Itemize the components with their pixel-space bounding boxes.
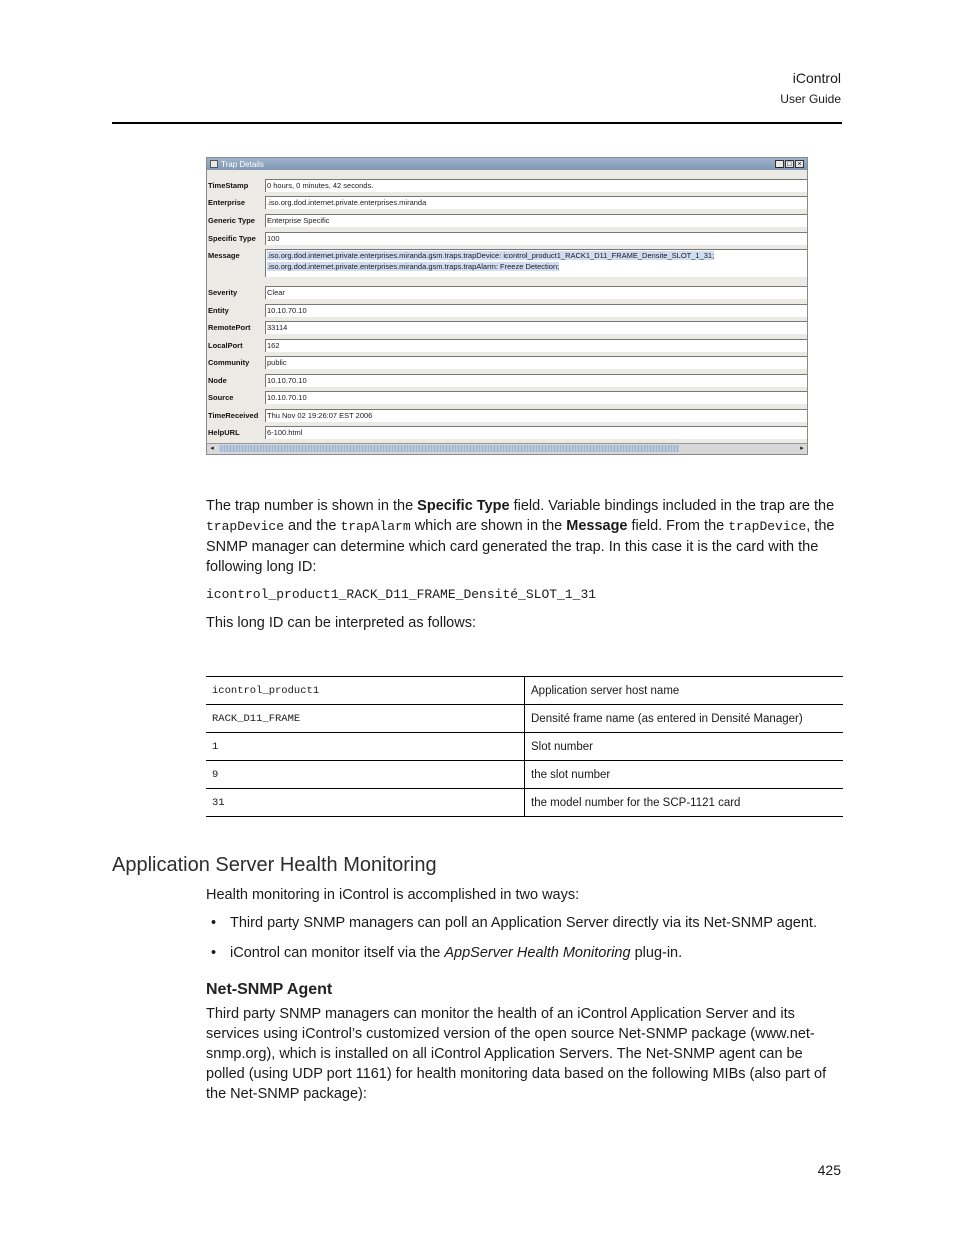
table-row — [206, 705, 843, 733]
message-line: .iso.org.dod.internet.private.enterprises.miranda.gsm.traps.trapDevice: icontrol_product1_RACK1_D11_FRAME_Densite_SLOT_1_31; — [267, 251, 715, 260]
bullet-text: Third party SNMP managers can poll an Application Server directly via its Net-SNMP agent. — [230, 915, 817, 931]
text-run: which are shown in the — [410, 518, 567, 534]
field-value[interactable]: 33114 — [265, 321, 807, 334]
table-row — [206, 733, 843, 761]
field-label: HelpURL — [208, 428, 240, 437]
body-paragraph: This long ID can be interpreted as follows: — [206, 615, 476, 631]
field-label: Specific Type — [208, 234, 256, 243]
minimize-button[interactable]: _ — [775, 160, 784, 168]
table-cell-meaning: Slot number — [525, 733, 844, 761]
bullet-text — [230, 945, 682, 961]
field-label: LocalPort — [208, 341, 243, 350]
long-id-table — [206, 676, 843, 817]
text-run: plug-in. — [630, 945, 683, 961]
field-value[interactable]: Clear — [265, 286, 807, 299]
app-icon — [210, 160, 218, 168]
text-run: field. From the — [627, 518, 729, 534]
header-subtitle: User Guide — [780, 92, 841, 106]
trap-details-window — [206, 157, 808, 455]
header-title: iControl — [792, 70, 841, 86]
field-value[interactable]: public — [265, 356, 807, 369]
header-rule — [112, 122, 842, 124]
field-label: Entity — [208, 306, 229, 315]
field-value[interactable]: .iso.org.dod.internet.private.enterprises.miranda — [265, 196, 807, 209]
field-value[interactable]: 0 hours, 0 minutes, 42 seconds. — [265, 179, 807, 192]
table-cell-part: 31 — [206, 789, 525, 817]
text-run: and the — [284, 518, 341, 534]
section-intro: Health monitoring in iControl is accomplished in two ways: — [206, 887, 580, 903]
plugin-name: AppServer Health Monitoring — [444, 945, 631, 961]
code-term: trapAlarm — [340, 519, 411, 534]
table-cell-meaning: Application server host name — [525, 677, 844, 705]
field-value[interactable]: Enterprise Specific — [265, 214, 807, 227]
field-label: Message — [208, 251, 240, 260]
text-run: field. Variable bindings included in the trap are the — [509, 498, 835, 514]
field-label: TimeReceived — [208, 411, 259, 420]
field-label: RemotePort — [208, 323, 251, 332]
window-title: Trap Details — [221, 159, 264, 169]
field-value[interactable]: Thu Nov 02 19:26:07 EST 2006 — [265, 409, 807, 422]
field-label: Source — [208, 393, 234, 402]
message-textarea[interactable] — [265, 249, 807, 277]
table-cell-meaning: Densité frame name (as entered in Densité Manager) — [525, 705, 844, 733]
message-line: .iso.org.dod.internet.private.enterprises.miranda.gsm.traps.trapAlarm: Freeze Detection; — [267, 262, 560, 271]
maximize-button[interactable]: □ — [785, 160, 794, 168]
scroll-left-icon[interactable]: ◂ — [210, 445, 214, 452]
subsection-body: Third party SNMP managers can monitor the health of an iControl Application Server and its services using iControl’s customized version of the open source Net-SNMP package (www.net-snmp.org), which is installed on all iControl Application Servers. The Net-SNMP agent can be polled (using UDP port 1161) for health monitoring data based on the following MIBs (also part of the Net-SNMP package): — [206, 1006, 827, 1102]
table-cell-part: 9 — [206, 761, 525, 789]
scroll-right-icon[interactable]: ▸ — [800, 445, 804, 452]
table-cell-part: icontrol_product1 — [206, 677, 525, 705]
long-id-code: icontrol_product1_RACK_D11_FRAME_Densité_SLOT_1_31 — [206, 587, 597, 602]
text-run: iControl can monitor itself via the — [230, 945, 445, 961]
bold-term: Message — [566, 518, 628, 534]
field-label: Community — [208, 358, 250, 367]
table-row — [206, 761, 843, 789]
code-term: trapDevice — [728, 519, 807, 534]
bold-term: Specific Type — [417, 498, 510, 514]
close-button[interactable]: × — [795, 160, 804, 168]
field-label: Generic Type — [208, 216, 255, 225]
field-value[interactable]: 162 — [265, 339, 807, 352]
field-value[interactable]: 10.10.70.10 — [265, 374, 807, 387]
table-cell-part: RACK_D11_FRAME — [206, 705, 525, 733]
page-number: 425 — [817, 1162, 841, 1178]
table-cell-meaning: the slot number — [525, 761, 844, 789]
field-label: Node — [208, 376, 227, 385]
scrollbar-thumb[interactable] — [219, 445, 679, 452]
field-label: Enterprise — [208, 198, 246, 207]
text-run: The trap number is shown in the — [206, 498, 418, 514]
table-cell-part: 1 — [206, 733, 525, 761]
table-cell-meaning: the model number for the SCP-1121 card — [525, 789, 844, 817]
subsection-heading: Net-SNMP Agent — [206, 981, 333, 998]
field-value[interactable]: 10.10.70.10 — [265, 391, 807, 404]
text-run: , the SNMP manager can determine which card generated the trap. In this case it is the card with the following long ID: — [206, 518, 835, 575]
section-heading: Application Server Health Monitoring — [112, 854, 437, 876]
table-row — [206, 677, 843, 705]
table-row — [206, 789, 843, 817]
field-value[interactable]: 6-100.html — [265, 426, 807, 439]
field-value[interactable]: 10.10.70.10 — [265, 304, 807, 317]
window-titlebar — [207, 158, 807, 170]
field-value[interactable]: 100 — [265, 232, 807, 245]
bullet-icon: • — [211, 945, 217, 961]
bullet-icon: • — [211, 915, 217, 931]
field-label: TimeStamp — [208, 181, 249, 190]
body-paragraph — [206, 496, 846, 577]
horizontal-scrollbar[interactable] — [207, 443, 807, 454]
code-term: trapDevice — [206, 519, 285, 534]
field-label: Severity — [208, 288, 238, 297]
